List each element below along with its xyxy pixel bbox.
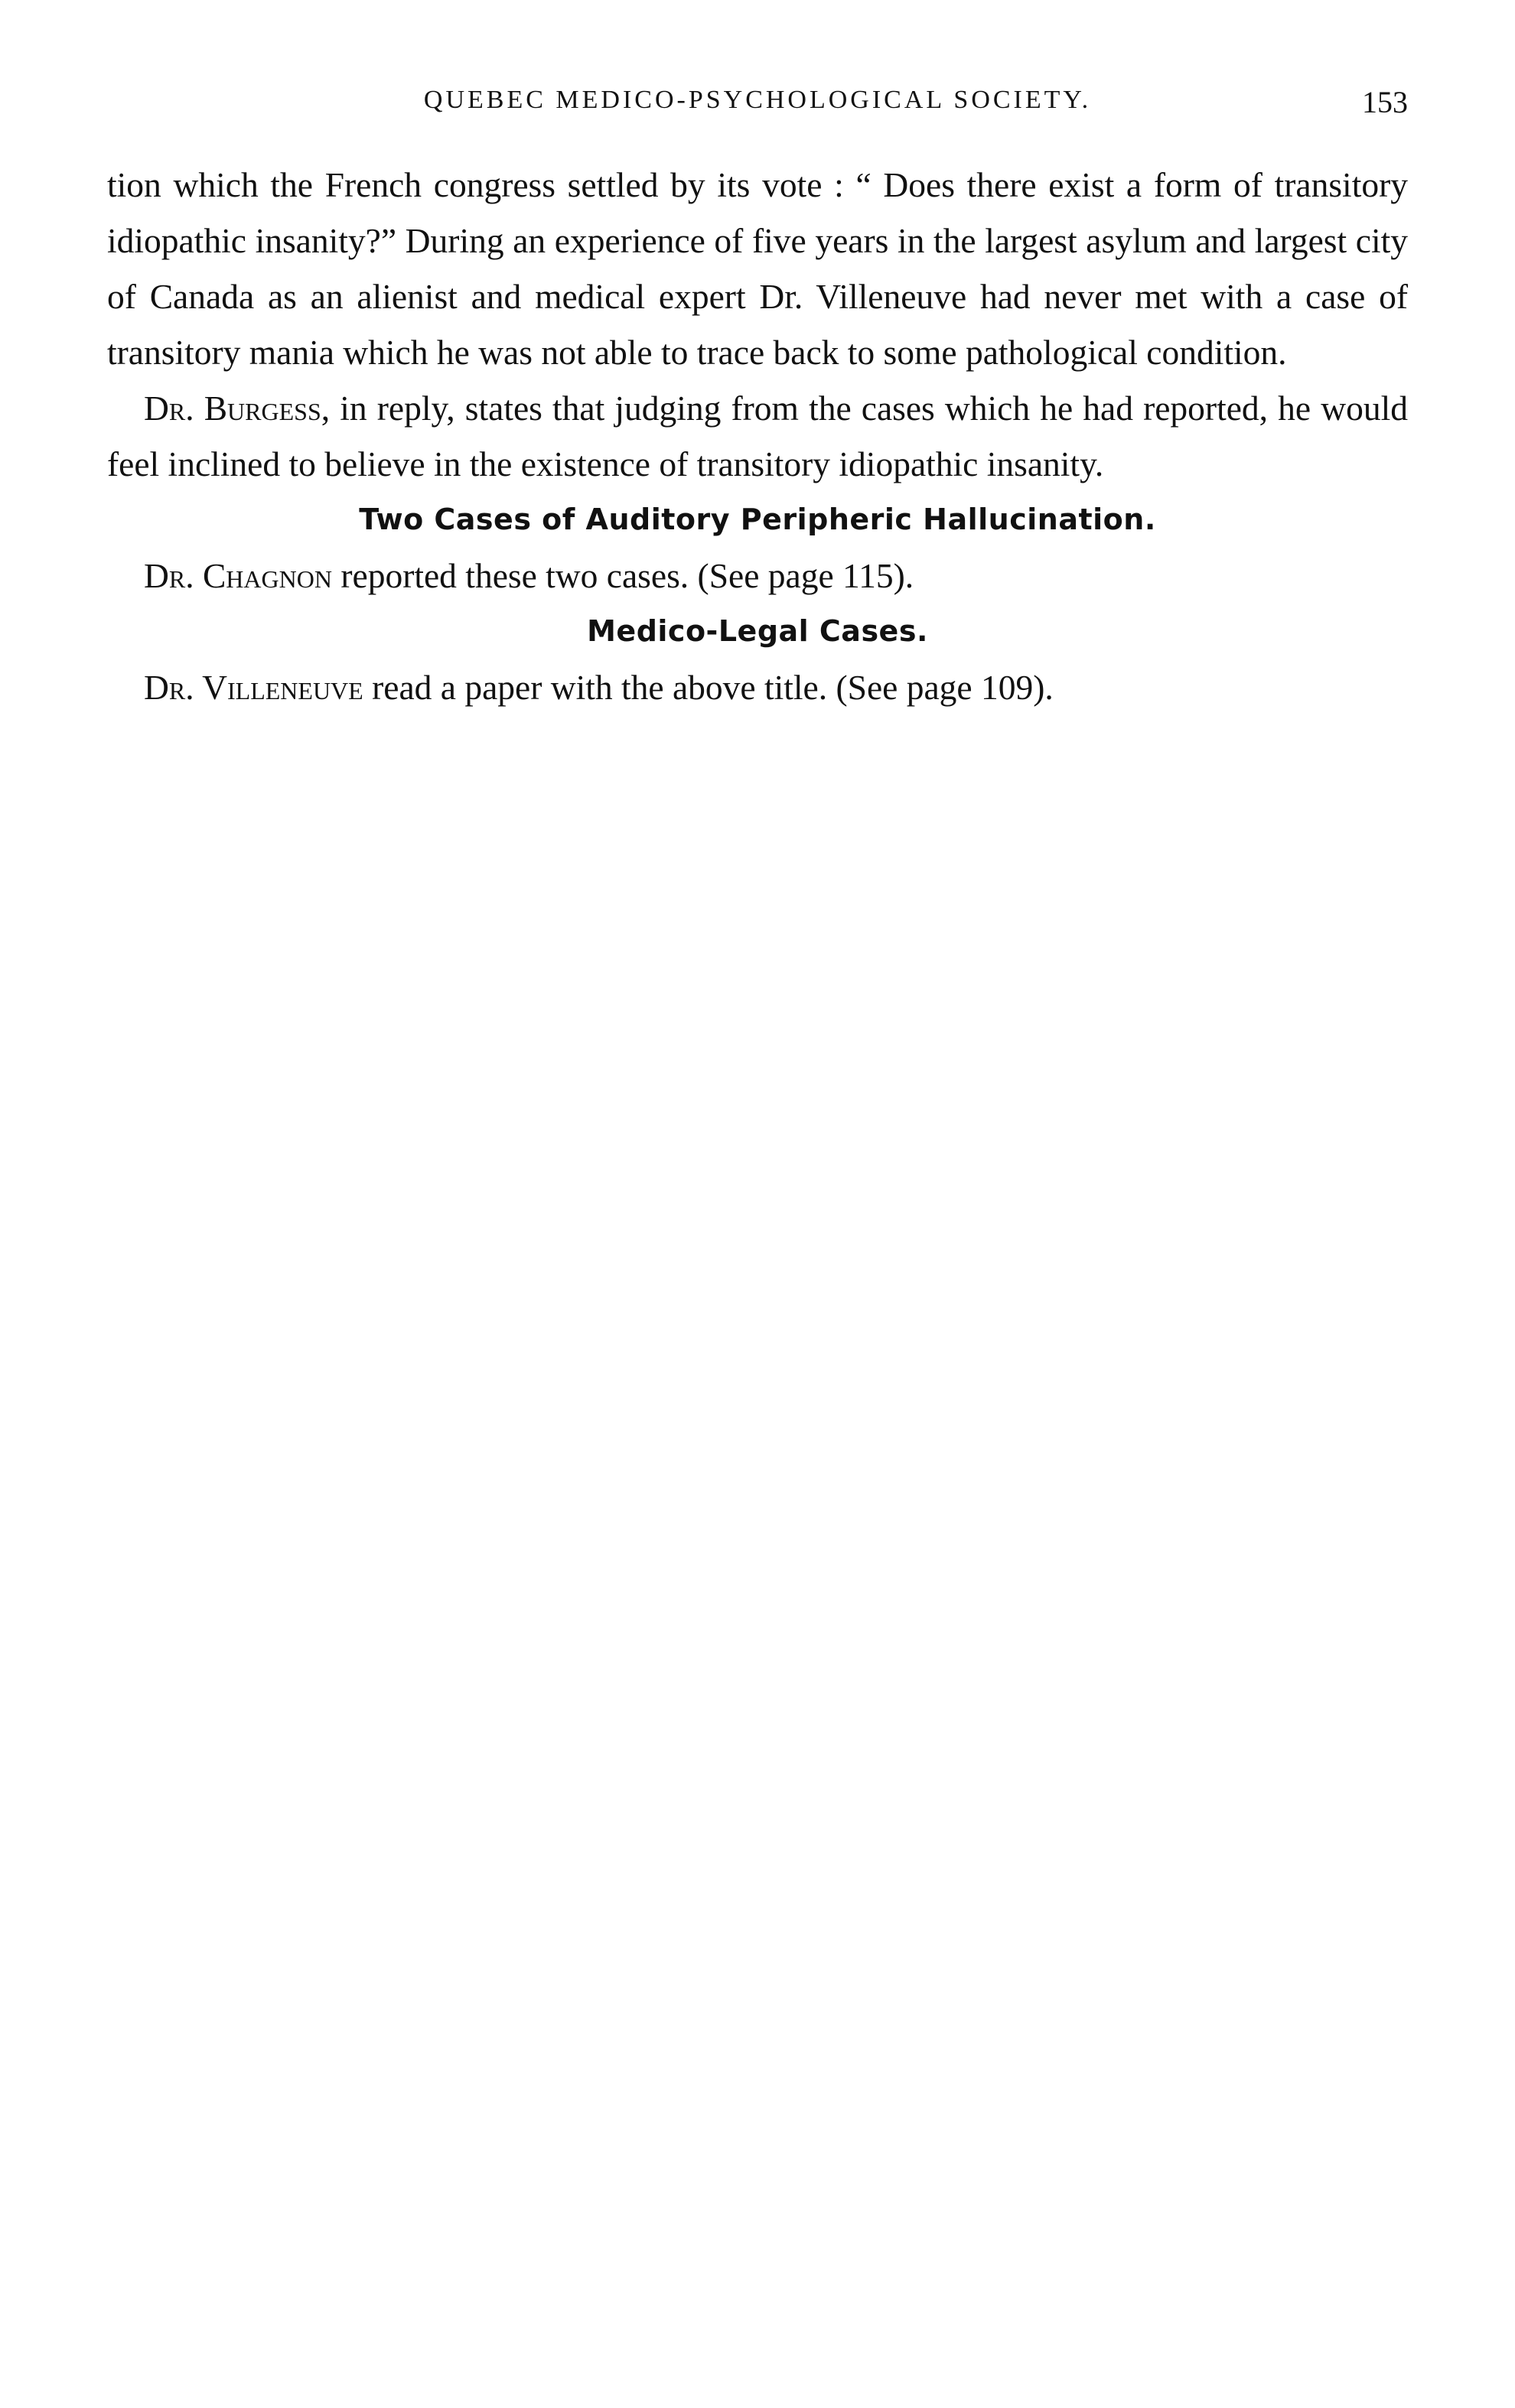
paragraph-continuation: tion which the French congress settled by its vote : “ Does there exist a form of transitory idiopathic insanity?” During an experience of five years in the largest asylum and largest city of Canada as an alienist and medical expert Dr. Villeneuve had never met with a case of transitory mania which he was not able to trace back to some pathological condition. (107, 165, 1408, 372)
paragraph-text: in reply, states that judging from the cases which he had reported, he would feel inclined to believe in the existence of transitory idiopathic insanity. (107, 389, 1408, 483)
paragraph-burgess-reply (107, 380, 1408, 492)
section-heading-medico-legal: Medico-Legal Cases. (587, 614, 928, 648)
section-heading-auditory-hallucination: Two Cases of Auditory Peripheric Hallucination. (359, 503, 1156, 536)
paragraph-chagnon-report (107, 548, 1408, 604)
speaker-name: Dr. Villeneuve (144, 668, 363, 707)
body-text (107, 157, 1408, 715)
paragraph-text: read a paper with the above title. (See page 109). (363, 668, 1054, 707)
speaker-name: Dr. Chagnon (144, 556, 332, 595)
page-number: 153 (1362, 85, 1408, 119)
paragraph-villeneuve-paper (107, 659, 1408, 715)
running-head (107, 86, 1408, 124)
speaker-name: Dr. Burgess, (144, 389, 331, 428)
running-title: QUEBEC MEDICO-PSYCHOLOGICAL SOCIETY. (423, 86, 1092, 114)
paragraph-text: reported these two cases. (See page 115). (331, 556, 914, 595)
